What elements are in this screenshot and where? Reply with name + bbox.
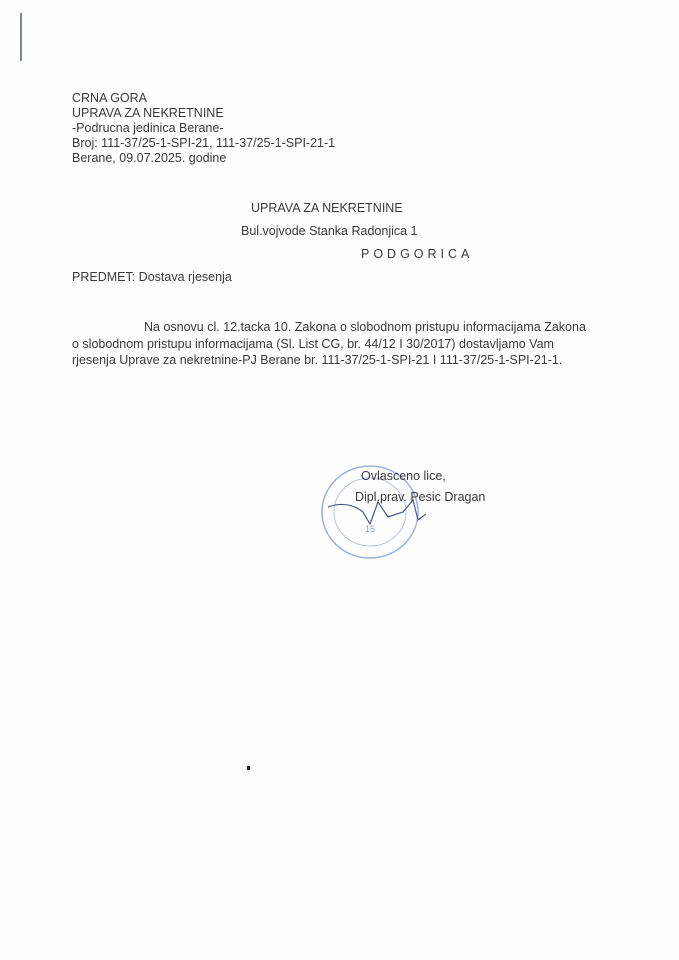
body-line: Na osnovu cl. 12.tacka 10. Zakona o slobodnom pristupu informacijama Zakona (144, 320, 586, 334)
scan-mark (20, 13, 22, 61)
subject-line: PREDMET: Dostava rjesenja (72, 270, 232, 284)
recipient-organization: UPRAVA ZA NEKRETNINE (251, 201, 403, 215)
body-line: rjesenja Uprave za nekretnine-PJ Berane br. 111-37/25-1-SPI-21 I 111-37/25-1-SPI-21-1. (72, 353, 563, 367)
scan-speck (247, 766, 250, 770)
body-paragraph (72, 319, 632, 369)
body-line: o slobodnom pristupu informacijama (Sl. List CG, br. 44/12 I 30/2017) dostavljamo Vam (72, 336, 554, 351)
recipient-address: Bul.vojvode Stanka Radonjica 1 (241, 224, 418, 238)
header-unit: -Podrucna jedinica Berane- (72, 121, 224, 135)
letterhead (72, 91, 335, 166)
signature-name: Dipl.prav. Pesic Dragan (355, 490, 486, 504)
svg-text:15: 15 (364, 524, 376, 534)
header-place-date: Berane, 09.07.2025. godine (72, 151, 227, 165)
signature-title: Ovlasceno lice, (361, 469, 446, 483)
header-institution: UPRAVA ZA NEKRETNINE (72, 106, 224, 120)
header-country: CRNA GORA (72, 91, 148, 105)
header-reference: Broj: 111-37/25-1-SPI-21, 111-37/25-1-SPI-21-1 (72, 136, 336, 150)
recipient-city: PODGORICA (361, 247, 474, 261)
